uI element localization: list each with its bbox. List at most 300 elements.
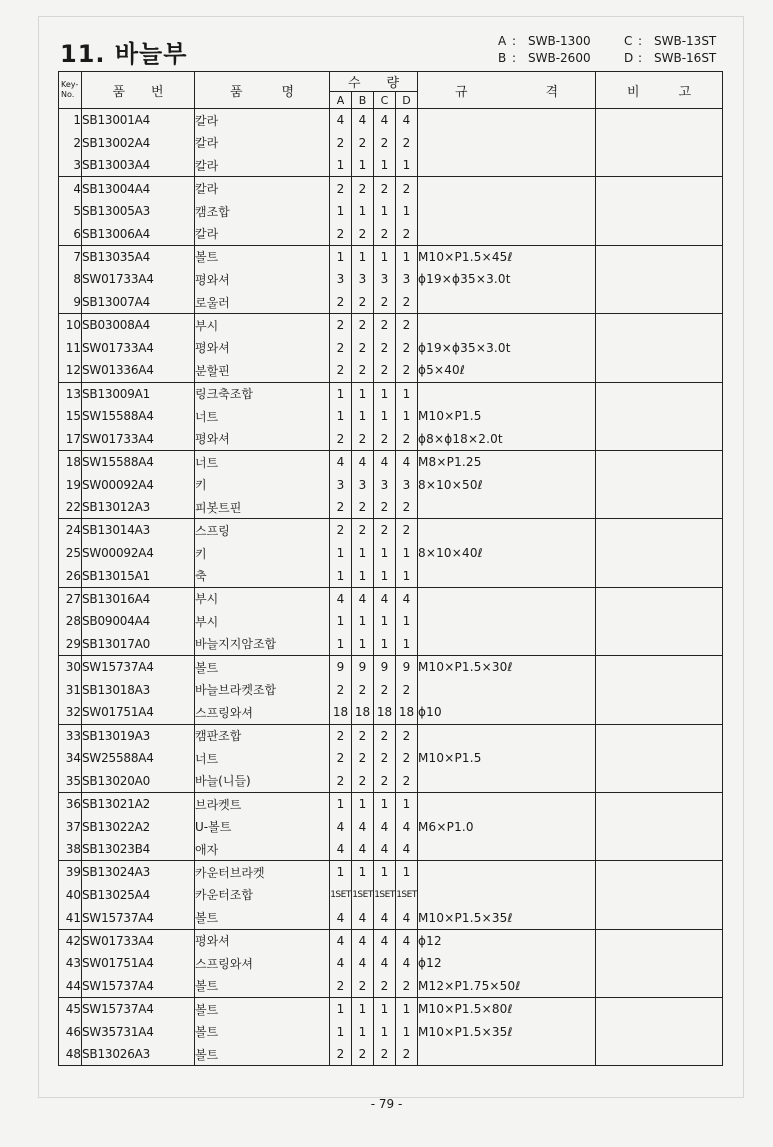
key-no-line-2: No. — [61, 90, 75, 99]
table-row — [59, 656, 723, 679]
cell-qty-b: 1 — [352, 861, 374, 884]
cell-qty-d: 2 — [396, 222, 418, 245]
cell-part-no: SB13019A3 — [82, 724, 195, 747]
cell-part-name: 스프링와셔 — [195, 701, 330, 724]
cell-qty-c: 1 — [374, 792, 396, 815]
parts-table — [58, 71, 723, 1066]
cell-part-no: SW00092A4 — [82, 542, 195, 565]
cell-qty-d: 4 — [396, 587, 418, 610]
col-header-quantity: 수 량 — [330, 72, 418, 92]
cell-spec: 8×10×40ℓ — [418, 542, 596, 565]
cell-qty-d: 2 — [396, 678, 418, 701]
cell-qty-d: 2 — [396, 496, 418, 519]
cell-qty-b: 1 — [352, 1020, 374, 1043]
cell-qty-a: 2 — [330, 222, 352, 245]
cell-qty-d: 4 — [396, 838, 418, 861]
legend-letter: A — [498, 34, 507, 48]
cell-spec — [418, 154, 596, 177]
cell-part-name: 바늘브라켓조합 — [195, 678, 330, 701]
cell-key-no: 36 — [59, 792, 82, 815]
cell-key-no: 9 — [59, 291, 82, 314]
col-header-part-no: 품 번 — [82, 72, 195, 109]
cell-qty-b: 4 — [352, 450, 374, 473]
cell-remark — [596, 519, 723, 542]
cell-part-name: 너트 — [195, 747, 330, 770]
table-row — [59, 473, 723, 496]
cell-qty-c: 2 — [374, 428, 396, 451]
cell-spec: 8×10×50ℓ — [418, 473, 596, 496]
cell-qty-a: 4 — [330, 587, 352, 610]
cell-part-no: SB13021A2 — [82, 792, 195, 815]
cell-qty-d: 4 — [396, 929, 418, 952]
cell-key-no: 43 — [59, 952, 82, 975]
table-row — [59, 633, 723, 656]
cell-spec: ϕ19×ϕ35×3.0t — [418, 336, 596, 359]
cell-qty-d: 4 — [396, 815, 418, 838]
cell-part-name: U-볼트 — [195, 815, 330, 838]
cell-part-no: SB13006A4 — [82, 222, 195, 245]
table-row — [59, 245, 723, 268]
col-header-b: B — [352, 92, 374, 109]
cell-part-no: SW01733A4 — [82, 336, 195, 359]
cell-part-name: 캠조합 — [195, 200, 330, 223]
cell-qty-d: 1 — [396, 245, 418, 268]
table-row — [59, 382, 723, 405]
legend-model: SWB-2600 — [528, 51, 591, 65]
col-header-d: D — [396, 92, 418, 109]
cell-key-no: 31 — [59, 678, 82, 701]
cell-part-no: SW01733A4 — [82, 929, 195, 952]
table-row — [59, 724, 723, 747]
cell-qty-c: 4 — [374, 109, 396, 132]
cell-qty-d: 2 — [396, 724, 418, 747]
cell-key-no: 3 — [59, 154, 82, 177]
cell-remark — [596, 382, 723, 405]
cell-key-no: 25 — [59, 542, 82, 565]
cell-qty-d: 1 — [396, 200, 418, 223]
cell-qty-c: 1 — [374, 382, 396, 405]
cell-part-name: 칼라 — [195, 109, 330, 132]
cell-qty-a: 2 — [330, 131, 352, 154]
cell-part-no: SB13015A1 — [82, 564, 195, 587]
cell-qty-b: 4 — [352, 906, 374, 929]
cell-part-name: 바늘(니들) — [195, 770, 330, 793]
cell-remark — [596, 450, 723, 473]
cell-qty-a: 1 — [330, 154, 352, 177]
cell-qty-b: 2 — [352, 1043, 374, 1066]
cell-spec — [418, 564, 596, 587]
cell-qty-c: 4 — [374, 815, 396, 838]
cell-qty-c: 3 — [374, 268, 396, 291]
cell-qty-a: 18 — [330, 701, 352, 724]
cell-qty-b: 1SET — [352, 884, 374, 907]
cell-qty-d: 1 — [396, 998, 418, 1021]
cell-part-no: SB13026A3 — [82, 1043, 195, 1066]
cell-key-no: 11 — [59, 336, 82, 359]
cell-remark — [596, 1043, 723, 1066]
cell-qty-b: 2 — [352, 678, 374, 701]
legend-letter: C — [624, 34, 633, 48]
cell-key-no: 24 — [59, 519, 82, 542]
cell-key-no: 7 — [59, 245, 82, 268]
cell-part-no: SB13014A3 — [82, 519, 195, 542]
cell-qty-b: 1 — [352, 998, 374, 1021]
legend-letter: D — [624, 51, 634, 65]
cell-spec — [418, 884, 596, 907]
cell-key-no: 5 — [59, 200, 82, 223]
cell-spec: M10×P1.5×35ℓ — [418, 906, 596, 929]
cell-qty-d: 1 — [396, 1020, 418, 1043]
cell-remark — [596, 109, 723, 132]
cell-qty-c: 1 — [374, 1020, 396, 1043]
cell-qty-c: 1 — [374, 633, 396, 656]
cell-key-no: 41 — [59, 906, 82, 929]
cell-qty-c: 1 — [374, 405, 396, 428]
cell-part-no: SB13016A4 — [82, 587, 195, 610]
cell-qty-b: 4 — [352, 952, 374, 975]
cell-qty-a: 4 — [330, 838, 352, 861]
cell-qty-a: 2 — [330, 359, 352, 382]
table-row — [59, 815, 723, 838]
cell-spec: ϕ19×ϕ35×3.0t — [418, 268, 596, 291]
cell-part-no: SB13009A1 — [82, 382, 195, 405]
cell-qty-a: 2 — [330, 1043, 352, 1066]
cell-key-no: 44 — [59, 975, 82, 998]
cell-remark — [596, 1020, 723, 1043]
cell-qty-a: 1 — [330, 564, 352, 587]
col-header-key-no — [59, 72, 82, 109]
cell-qty-b: 4 — [352, 929, 374, 952]
cell-qty-d: 2 — [396, 770, 418, 793]
cell-qty-b: 1 — [352, 382, 374, 405]
cell-qty-c: 1 — [374, 542, 396, 565]
cell-qty-a: 1 — [330, 542, 352, 565]
cell-qty-d: 1 — [396, 564, 418, 587]
table-row — [59, 861, 723, 884]
cell-remark — [596, 884, 723, 907]
cell-spec: M10×P1.5 — [418, 747, 596, 770]
cell-key-no: 18 — [59, 450, 82, 473]
cell-qty-d: 2 — [396, 428, 418, 451]
cell-key-no: 39 — [59, 861, 82, 884]
cell-qty-c: 2 — [374, 678, 396, 701]
table-row — [59, 154, 723, 177]
col-header-part-name: 품 명 — [195, 72, 330, 109]
cell-remark — [596, 861, 723, 884]
cell-qty-d: 3 — [396, 268, 418, 291]
cell-part-name: 볼트 — [195, 998, 330, 1021]
cell-spec — [418, 314, 596, 337]
legend-letter: B — [498, 51, 507, 65]
cell-qty-b: 2 — [352, 770, 374, 793]
cell-part-name: 칼라 — [195, 177, 330, 200]
cell-qty-b: 2 — [352, 177, 374, 200]
cell-part-no: SB13001A4 — [82, 109, 195, 132]
cell-part-name: 평와셔 — [195, 929, 330, 952]
legend-row — [498, 50, 750, 67]
cell-qty-a: 4 — [330, 906, 352, 929]
table-row — [59, 564, 723, 587]
table-row — [59, 450, 723, 473]
cell-part-no: SB13022A2 — [82, 815, 195, 838]
cell-spec — [418, 587, 596, 610]
cell-remark — [596, 587, 723, 610]
cell-spec: M10×P1.5×45ℓ — [418, 245, 596, 268]
cell-spec: M10×P1.5×35ℓ — [418, 1020, 596, 1043]
cell-qty-b: 2 — [352, 724, 374, 747]
table-row — [59, 336, 723, 359]
cell-remark — [596, 975, 723, 998]
cell-qty-d: 4 — [396, 450, 418, 473]
cell-remark — [596, 929, 723, 952]
cell-qty-b: 1 — [352, 610, 374, 633]
cell-qty-d: 2 — [396, 314, 418, 337]
cell-qty-d: 2 — [396, 747, 418, 770]
cell-qty-c: 2 — [374, 724, 396, 747]
cell-part-no: SB13025A4 — [82, 884, 195, 907]
cell-qty-a: 2 — [330, 177, 352, 200]
cell-part-name: 너트 — [195, 450, 330, 473]
cell-qty-a: 2 — [330, 975, 352, 998]
cell-spec — [418, 109, 596, 132]
table-row — [59, 952, 723, 975]
cell-qty-c: 3 — [374, 473, 396, 496]
cell-qty-b: 9 — [352, 656, 374, 679]
cell-part-name: 애자 — [195, 838, 330, 861]
cell-part-name: 분할핀 — [195, 359, 330, 382]
cell-qty-a: 4 — [330, 929, 352, 952]
cell-key-no: 15 — [59, 405, 82, 428]
model-legend — [498, 33, 750, 67]
cell-remark — [596, 906, 723, 929]
cell-qty-b: 2 — [352, 747, 374, 770]
cell-spec — [418, 861, 596, 884]
table-row — [59, 222, 723, 245]
cell-part-no: SW15588A4 — [82, 450, 195, 473]
cell-part-no: SB13005A3 — [82, 200, 195, 223]
cell-remark — [596, 200, 723, 223]
cell-qty-c: 1 — [374, 200, 396, 223]
table-row — [59, 998, 723, 1021]
cell-qty-a: 1 — [330, 245, 352, 268]
cell-key-no: 35 — [59, 770, 82, 793]
cell-key-no: 34 — [59, 747, 82, 770]
cell-key-no: 37 — [59, 815, 82, 838]
cell-qty-c: 2 — [374, 336, 396, 359]
cell-spec — [418, 633, 596, 656]
table-row — [59, 747, 723, 770]
cell-spec — [418, 382, 596, 405]
table-row — [59, 610, 723, 633]
legend-separator: : — [638, 51, 643, 65]
table-row — [59, 929, 723, 952]
cell-qty-c: 4 — [374, 587, 396, 610]
cell-qty-a: 2 — [330, 519, 352, 542]
cell-part-no: SW01751A4 — [82, 701, 195, 724]
cell-qty-d: 4 — [396, 109, 418, 132]
col-header-c: C — [374, 92, 396, 109]
cell-qty-b: 1 — [352, 542, 374, 565]
cell-part-name: 너트 — [195, 405, 330, 428]
cell-remark — [596, 724, 723, 747]
cell-spec — [418, 1043, 596, 1066]
legend-separator: : — [512, 34, 517, 48]
cell-qty-b: 18 — [352, 701, 374, 724]
cell-part-no: SW25588A4 — [82, 747, 195, 770]
table-row — [59, 428, 723, 451]
cell-part-name: 칼라 — [195, 154, 330, 177]
table-row — [59, 678, 723, 701]
cell-qty-a: 2 — [330, 496, 352, 519]
cell-qty-c: 2 — [374, 222, 396, 245]
cell-remark — [596, 564, 723, 587]
cell-part-no: SB13007A4 — [82, 291, 195, 314]
table-row — [59, 1043, 723, 1066]
cell-key-no: 30 — [59, 656, 82, 679]
cell-qty-a: 1 — [330, 1020, 352, 1043]
cell-remark — [596, 770, 723, 793]
table-row — [59, 200, 723, 223]
cell-remark — [596, 154, 723, 177]
cell-part-name: 링크축조합 — [195, 382, 330, 405]
table-row — [59, 975, 723, 998]
cell-qty-d: 2 — [396, 1043, 418, 1066]
cell-qty-d: 1SET — [396, 884, 418, 907]
cell-qty-b: 2 — [352, 222, 374, 245]
legend-item-d — [624, 50, 750, 67]
cell-qty-c: 2 — [374, 1043, 396, 1066]
table-row — [59, 792, 723, 815]
cell-qty-a: 2 — [330, 336, 352, 359]
cell-key-no: 13 — [59, 382, 82, 405]
cell-part-no: SB13002A4 — [82, 131, 195, 154]
cell-spec — [418, 131, 596, 154]
table-row — [59, 291, 723, 314]
cell-part-name: 칼라 — [195, 222, 330, 245]
cell-part-name: 볼트 — [195, 1043, 330, 1066]
cell-qty-b: 3 — [352, 268, 374, 291]
cell-part-name: 카운터브라켓 — [195, 861, 330, 884]
cell-part-name: 평와셔 — [195, 428, 330, 451]
cell-qty-c: 2 — [374, 770, 396, 793]
cell-part-name: 피봇트핀 — [195, 496, 330, 519]
parts-table-body — [59, 109, 723, 1066]
table-row — [59, 109, 723, 132]
cell-part-no: SB09004A4 — [82, 610, 195, 633]
cell-spec — [418, 792, 596, 815]
cell-qty-b: 2 — [352, 314, 374, 337]
cell-part-name: 부시 — [195, 587, 330, 610]
cell-qty-d: 2 — [396, 359, 418, 382]
cell-part-name: 볼트 — [195, 1020, 330, 1043]
cell-remark — [596, 314, 723, 337]
table-row — [59, 314, 723, 337]
legend-model: SWB-1300 — [528, 34, 591, 48]
cell-qty-b: 1 — [352, 792, 374, 815]
cell-part-name: 로울러 — [195, 291, 330, 314]
cell-remark — [596, 998, 723, 1021]
cell-qty-b: 2 — [352, 496, 374, 519]
cell-remark — [596, 405, 723, 428]
cell-qty-b: 2 — [352, 131, 374, 154]
cell-key-no: 45 — [59, 998, 82, 1021]
cell-qty-b: 2 — [352, 519, 374, 542]
cell-spec: ϕ10 — [418, 701, 596, 724]
cell-part-no: SW35731A4 — [82, 1020, 195, 1043]
cell-key-no: 22 — [59, 496, 82, 519]
cell-qty-a: 2 — [330, 770, 352, 793]
cell-qty-b: 4 — [352, 838, 374, 861]
cell-key-no: 12 — [59, 359, 82, 382]
cell-qty-c: 1 — [374, 998, 396, 1021]
cell-spec: M6×P1.0 — [418, 815, 596, 838]
cell-spec — [418, 496, 596, 519]
cell-qty-a: 4 — [330, 952, 352, 975]
cell-part-no: SB13003A4 — [82, 154, 195, 177]
cell-spec: M8×P1.25 — [418, 450, 596, 473]
cell-qty-b: 2 — [352, 975, 374, 998]
cell-part-no: SB13035A4 — [82, 245, 195, 268]
cell-qty-d: 2 — [396, 975, 418, 998]
cell-qty-d: 3 — [396, 473, 418, 496]
cell-remark — [596, 656, 723, 679]
cell-key-no: 1 — [59, 109, 82, 132]
cell-remark — [596, 359, 723, 382]
cell-part-no: SW01733A4 — [82, 268, 195, 291]
cell-qty-c: 2 — [374, 314, 396, 337]
cell-remark — [596, 747, 723, 770]
cell-qty-b: 1 — [352, 564, 374, 587]
page-number: - 79 - — [370, 1097, 403, 1111]
cell-spec: ϕ8×ϕ18×2.0t — [418, 428, 596, 451]
cell-part-name: 볼트 — [195, 245, 330, 268]
table-row — [59, 587, 723, 610]
legend-item-b — [498, 50, 624, 67]
cell-qty-a: 4 — [330, 815, 352, 838]
cell-qty-d: 1 — [396, 382, 418, 405]
cell-qty-b: 2 — [352, 336, 374, 359]
cell-qty-d: 2 — [396, 519, 418, 542]
table-row — [59, 131, 723, 154]
cell-spec — [418, 291, 596, 314]
cell-remark — [596, 245, 723, 268]
cell-spec: M10×P1.5×80ℓ — [418, 998, 596, 1021]
cell-qty-b: 2 — [352, 359, 374, 382]
cell-part-no: SB13020A0 — [82, 770, 195, 793]
cell-remark — [596, 222, 723, 245]
cell-spec: ϕ12 — [418, 952, 596, 975]
cell-part-name: 부시 — [195, 610, 330, 633]
cell-remark — [596, 291, 723, 314]
table-row — [59, 906, 723, 929]
cell-part-name: 부시 — [195, 314, 330, 337]
cell-key-no: 38 — [59, 838, 82, 861]
cell-key-no: 10 — [59, 314, 82, 337]
cell-remark — [596, 838, 723, 861]
header-row — [59, 72, 723, 92]
col-header-remarks: 비 고 — [596, 72, 723, 109]
cell-key-no: 2 — [59, 131, 82, 154]
cell-part-no: SW00092A4 — [82, 473, 195, 496]
cell-qty-d: 4 — [396, 906, 418, 929]
cell-remark — [596, 678, 723, 701]
cell-key-no: 29 — [59, 633, 82, 656]
table-row — [59, 177, 723, 200]
cell-part-name: 평와셔 — [195, 336, 330, 359]
cell-qty-b: 1 — [352, 245, 374, 268]
legend-row — [498, 33, 750, 50]
cell-qty-d: 1 — [396, 542, 418, 565]
